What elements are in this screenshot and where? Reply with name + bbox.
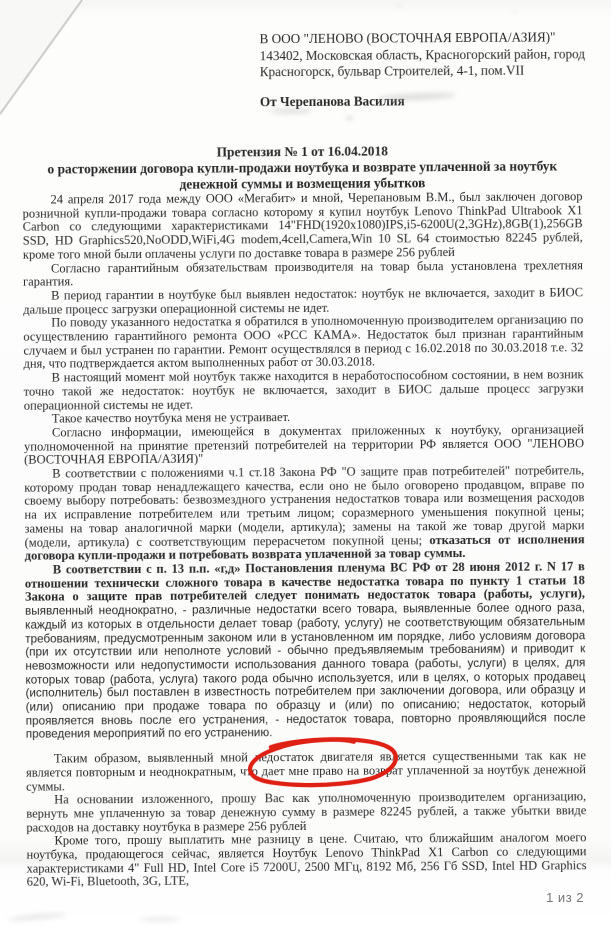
paragraph-plenum-resolution	[25, 560, 586, 742]
paragraph-quality: Такое качество ноутбука меня не устраивает.	[51, 410, 291, 426]
paragraph-price-difference: Кроме того, прошу выплатить мне разницу в цене. Считаю, что ближайшим аналогом моего ноутбука, продающегося сейчас, является Ноутбук Lenovo ThinkPad X1 Carbon со следующими характеристиками 4" Full HD, Intel Core i5 7200U, 2500 МГц, 8192 Мб, 256 Гб SSD, Intel HD Graphics 620, Wi-Fi, Bluetooth, 3G, LTE,	[26, 830, 587, 890]
circled-phrase	[255, 750, 373, 765]
paragraph-authorized-org: Согласно информации, имеющейся в документах приложенных к ноутбуку, организацией уполномоченной на принятие претензий потребителей на территории РФ является ООО "ЛЕНОВО (ВОСТОЧНАЯ ЕВРОПА/АЗИЯ)"	[23, 422, 585, 468]
document-body	[22, 190, 586, 890]
plenum-quote: выявленный неоднократно, - различные недостатки всего товара, выявленные более одного раза, каждый из которых в отдельности делает товар (работу, услугу) не соответствующим обязательным требованиям, предусмотренным законом или в установленном им порядке, либо условиям договора (при их отсутствии или неполноте условий - обычно предъявляемым требованиям) и приводит к невозможности или недопустимости использования данного товара (работы, услуги) в целях, для которых товар (работа, услуга) такого рода обычно используется, или в целях, о которых продавец (исполнитель) был поставлен в известность потребителем при заключении договора, или образцу и (или) описанию при продаже товара по образцу и (или) по описанию; недостаток, который проявляется вновь после его устранения, - недостаток товара, повторно проявляющийся после проведения мероприятий по его устранению.	[25, 601, 586, 742]
paragraph-purchase: 24 апреля 2017 года между ООО «Мегабит» и мной, Черепановым В.М., был заключен договор розничной купли-продажи товара согласно которому я купил ноутбук Lenovo ThinkPad Ultrabook X1 Carbon со следующими характеристиками 14"FHD(1920x1080)IPS,i5-6200U(2,3GHz),8GB(1),256GB SSD, HD Graphics520,NoODD,WiFi,4G modem,4cell,Camera,Win 10 SL 64 стоимостью 82245 рублей, кроме того мной были оплачены услуги по доставке товара в размере 256 рублей	[22, 189, 583, 262]
paragraph-warranty: Согласно гарантийным обязательствам производителя на товар была установлена трехлетняя гарантия.	[22, 257, 583, 289]
paragraph-law-article18	[24, 464, 585, 563]
paragraph-demand-refund: На основании изложенного, прошу Вас как уполномоченную производителем организацию, вернуть мне уплаченную за товар денежную сумму в размере 82245 рублей, а также убытки ввиде расходов на доставку ноутбука в размере 256 рублей	[26, 789, 587, 835]
scan-smudge	[140, 917, 180, 922]
paragraph-defect: В период гарантии в ноутбуке был выявлен недостаток: ноутбук не включается, заходит в БИОС дальше процесс загрузки операционной системы не идет.	[23, 285, 584, 317]
page-indicator: 1 из 2	[546, 890, 584, 905]
document-title	[22, 142, 582, 193]
recipient-company: В ООО "ЛЕНОВО (ВОСТОЧНАЯ ЕВРОПА/АЗИЯ)"	[259, 29, 556, 47]
redacted-smudge	[270, 108, 312, 114]
paragraph-conclusion	[26, 749, 586, 794]
scan-smudge	[8, 911, 66, 922]
plenum-bold: В соответствии с п. 13 п.п. «г,д» Постановления пленума ВС РФ от 28 июня 2012 г. N 17 в отношении технически сложного товара в качестве недостатка товара по пункту 1 статьи 18 Закона о защите прав потребителей следует понимать недостаток товара (работы, услуги),	[24, 559, 585, 605]
redacted-smudge	[346, 116, 353, 121]
recipient-address: 143402, Московская область, Красногорский район, город Красногорск, бульвар Строителей, 4-1, пом.VII	[259, 45, 586, 80]
paragraph-repair: По поводу указанного недостатка я обратился в уполномоченную производителем организацию по осуществлению гарантийного ремонта ООО «РСС КАМА». Недостаток был признан гарантийным случаем и был устранен по гарантии. Ремонт осуществлялся в период с 16.02.2018 по 30.03.2018 т.е. 32 дня, что подтверждается актом выполненных работ от 30.03.2018.	[23, 312, 584, 372]
sender-line: От Черепанова Василия	[259, 93, 405, 110]
document-title-subject: о расторжении договора купли-продажи ноутбука и возврате уплаченной за ноутбук денежной суммы и возмещения убытков	[47, 158, 558, 192]
conclusion-after: является существенными так как не является повторным и неоднократным, что дает мне право на возврат уплаченной за ноутбук денежной суммы.	[25, 748, 587, 794]
law-text: В соответствии с положениями ч.1 ст.18 Закона РФ "О защите прав потребителей" потребитель, которому продан товар ненадлежащего качества, если оно не было оговорено продавцом, вправе по своему выбору потребовать: безвозмездного устранения недостатков товара или возмещения расходов на их исправление потребителем или третьим лицом; соразмерного уменьшения покупной цены; замены на товар аналогичной марки (модели, артикула); замены на такой же товар другой марки (модели, артикула) с соответствующим перерасчетом покупной цены;	[24, 463, 585, 550]
conclusion-before: Таким образом, выявленный мной	[53, 750, 255, 766]
law-text-bold: отказаться от исполнения договора купли-продажи и потребовать возврата уплаченной за товар суммы.	[24, 531, 585, 563]
paragraph-current-state: В настоящий момент мой ноутбук также находится в неработоспособном состоянии, в нем возник точно такой же недостаток: ноутбук не включается, заходит в БИОС дальше процесс загрузки операционной системы не идет.	[23, 367, 584, 413]
document-title-number: Претензия № 1 от 16.04.2018	[216, 143, 388, 160]
circled-phrase-text: недостаток двигателя	[254, 749, 373, 765]
